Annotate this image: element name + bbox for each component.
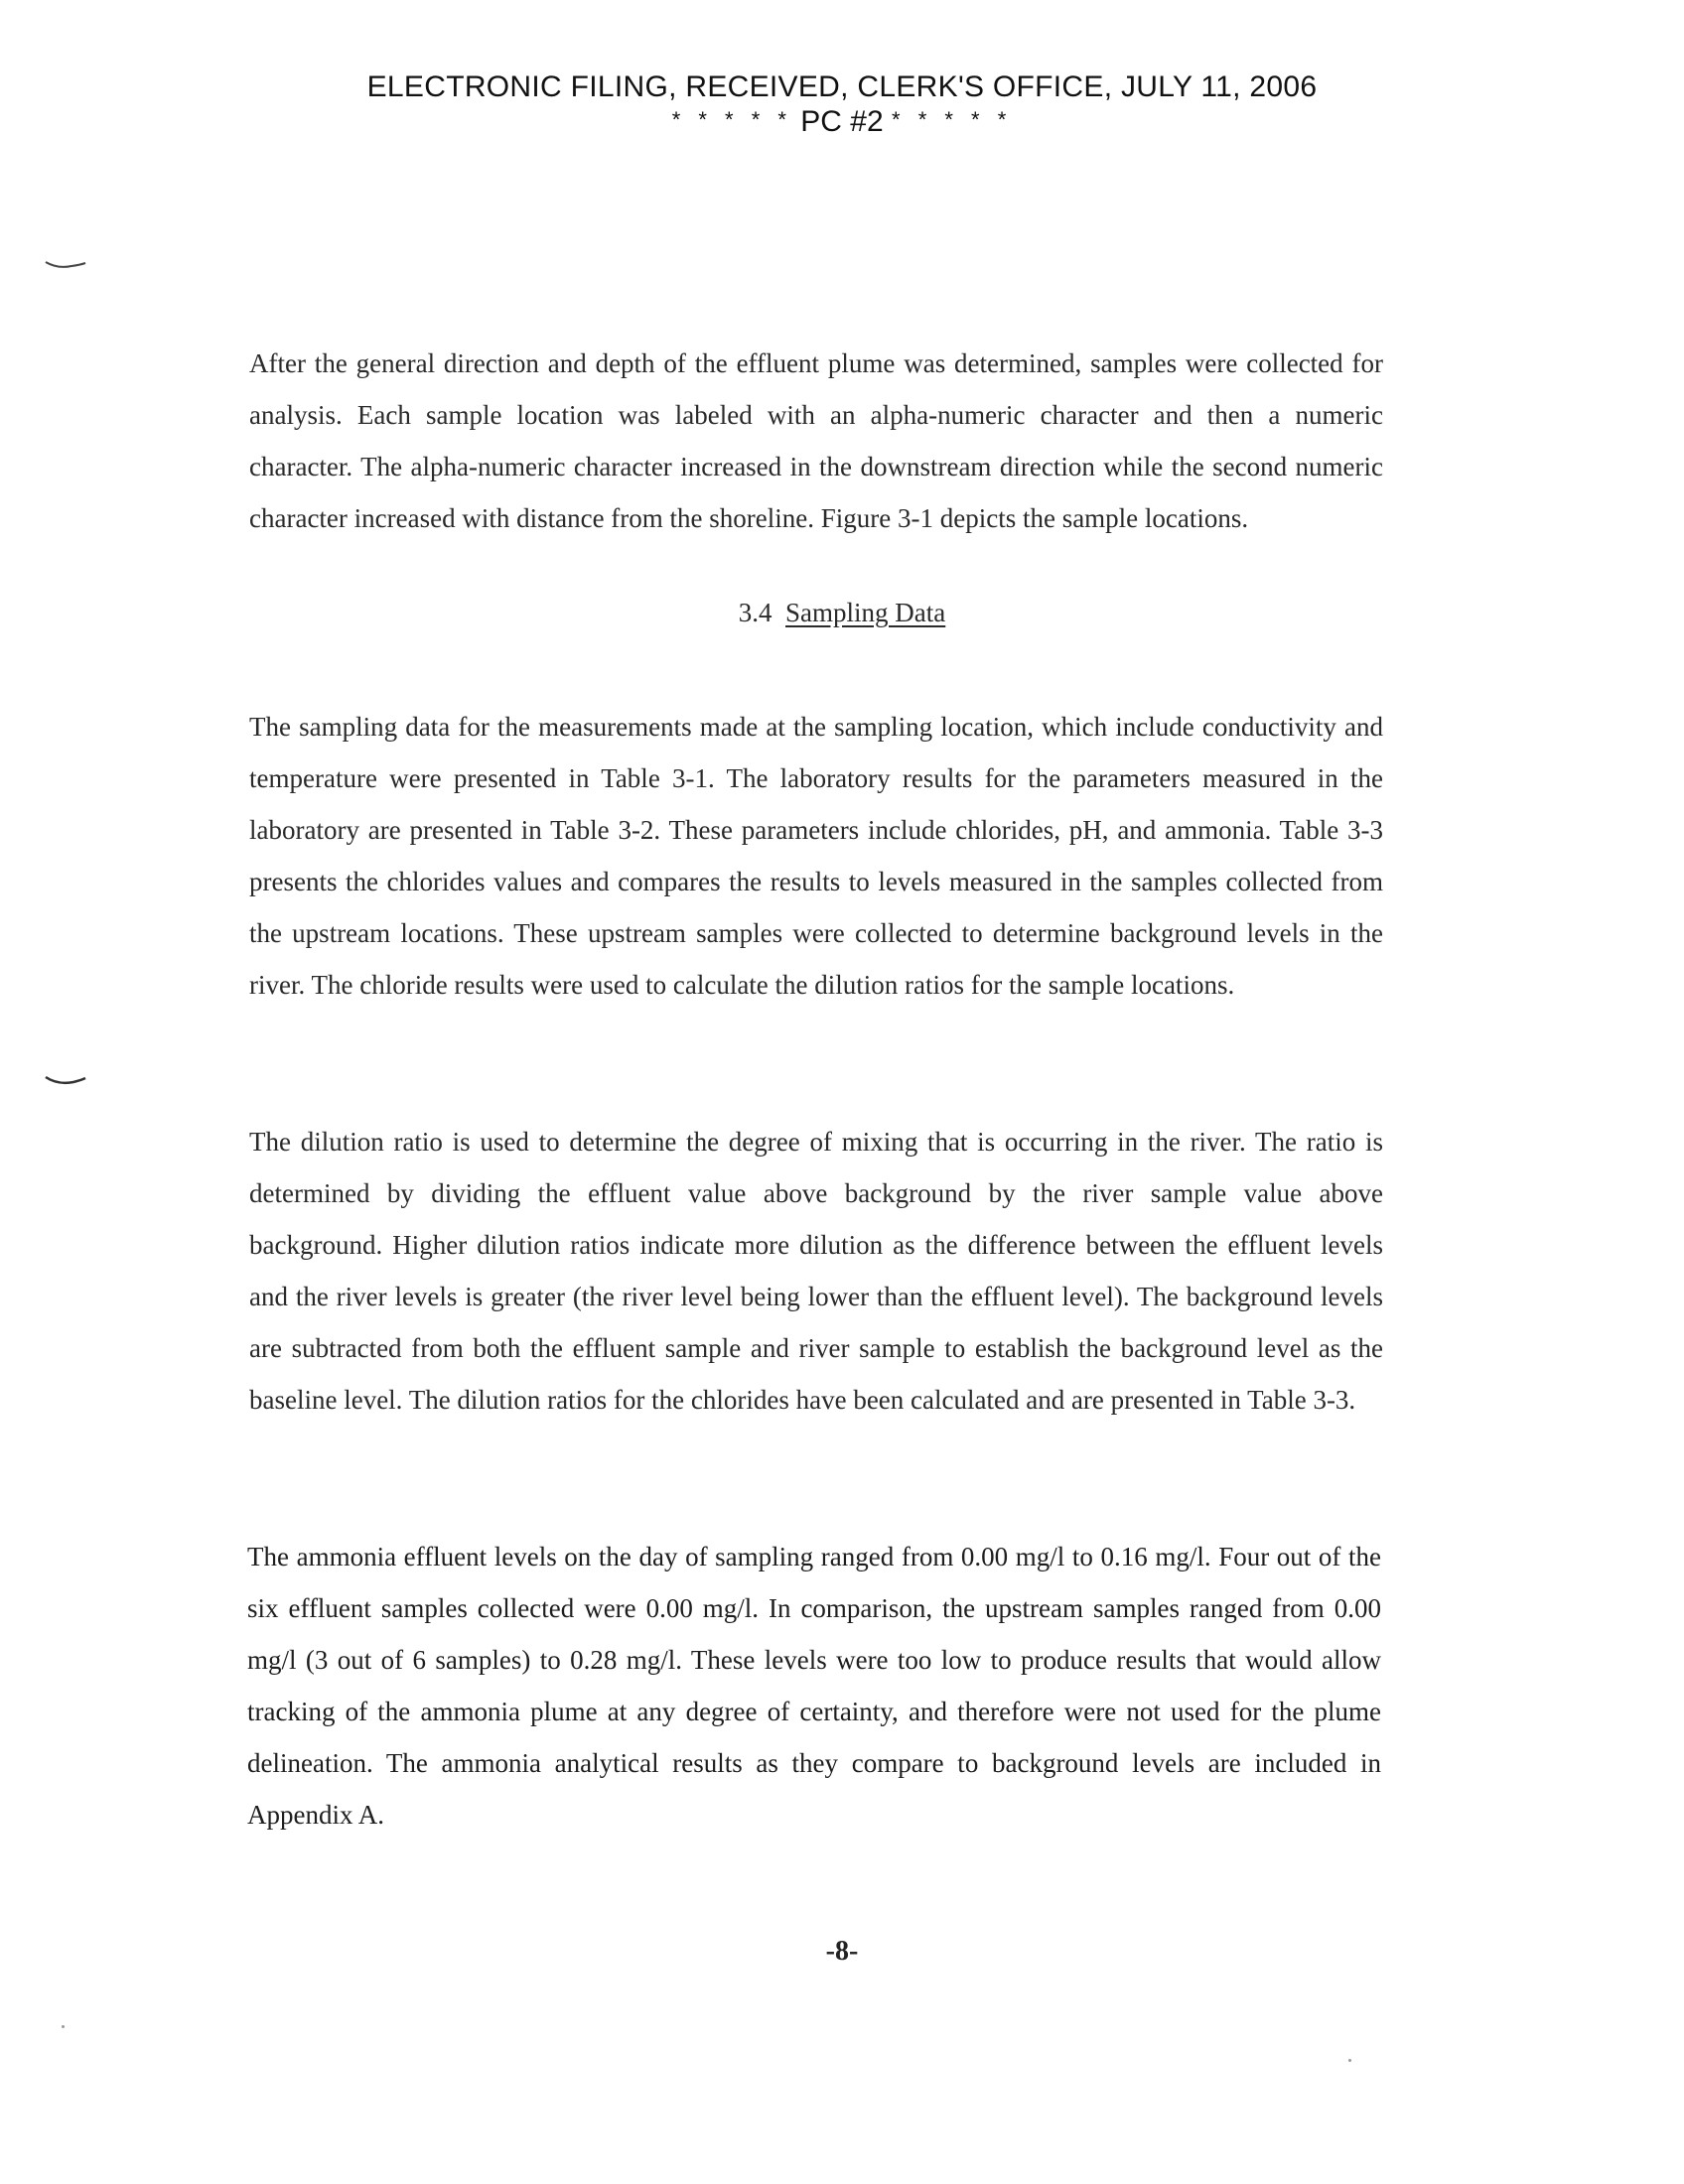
section-heading <box>0 598 1684 628</box>
filing-stamp-line: ELECTRONIC FILING, RECEIVED, CLERK'S OFFICE, JULY 11, 2006 <box>366 70 1318 103</box>
page-number: -8- <box>825 1936 859 1967</box>
stars-right: * * * * * <box>892 107 1013 132</box>
binding-hole-mark <box>44 260 87 270</box>
paragraph-sampling-data <box>249 701 1383 1011</box>
paragraph-ammonia <box>247 1531 1381 1841</box>
stars-left: * * * * * <box>671 107 792 132</box>
scan-speck <box>1348 2059 1351 2062</box>
paragraph-sample-locations <box>249 338 1383 544</box>
paragraph-text: The sampling data for the measurements made at the sampling location, which include conductivity and temperature were presented in Table 3-1. The laboratory results for the parameters measured in the laboratory are presented in Table 3-2. These parameters include chlorides, pH, and ammonia. Table 3-3 presents the chlorides values and compares the results to levels measured in the samples collected from the upstream locations. These upstream samples were collected to determine background levels in the river. The chloride results were used to calculate the dilution ratios for the sample locations. <box>249 712 1383 1000</box>
paragraph-text: The dilution ratio is used to determine the degree of mixing that is occurring in the river. The ratio is determined by dividing the effluent value above background by the river sample value above background. Higher dilution ratios indicate more dilution as the difference between the effluent levels and the river levels is greater (the river level being lower than the effluent level). The background levels are subtracted from both the effluent sample and river sample to establish the background level as the baseline level. The dilution ratios for the chlorides have been calculated and are presented in Table 3-3. <box>249 1127 1383 1415</box>
paragraph-text: After the general direction and depth of the effluent plume was determined, samples were collected for analysis. Each sample location was labeled with an alpha-numeric character and then a numeric character. The alpha-numeric character increased in the downstream direction while the second numeric character increased with distance from the shoreline. Figure 3-1 depicts the sample locations. <box>249 348 1383 533</box>
section-number: 3.4 <box>738 598 772 627</box>
paragraph-text: The ammonia effluent levels on the day of sampling ranged from 0.00 mg/l to 0.16 mg/l. Four out of the six effluent samples collected were 0.00 mg/l. In comparison, the upstream samples ranged from 0.00 mg/l (3 out of 6 samples) to 0.28 mg/l. These levels were too low to produce results that would allow tracking of the ammonia plume at any degree of certainty, and therefore were not used for the plume delineation. The ammonia analytical results as they compare to background levels are included in Appendix A. <box>247 1542 1381 1830</box>
public-comment-label <box>0 105 1684 137</box>
paragraph-dilution-ratio <box>249 1116 1383 1426</box>
pc-number: PC #2 <box>800 105 884 138</box>
scan-speck <box>62 2025 65 2028</box>
filing-stamp-header <box>0 71 1684 137</box>
section-title: Sampling Data <box>785 598 946 627</box>
binding-hole-mark <box>44 1075 87 1085</box>
